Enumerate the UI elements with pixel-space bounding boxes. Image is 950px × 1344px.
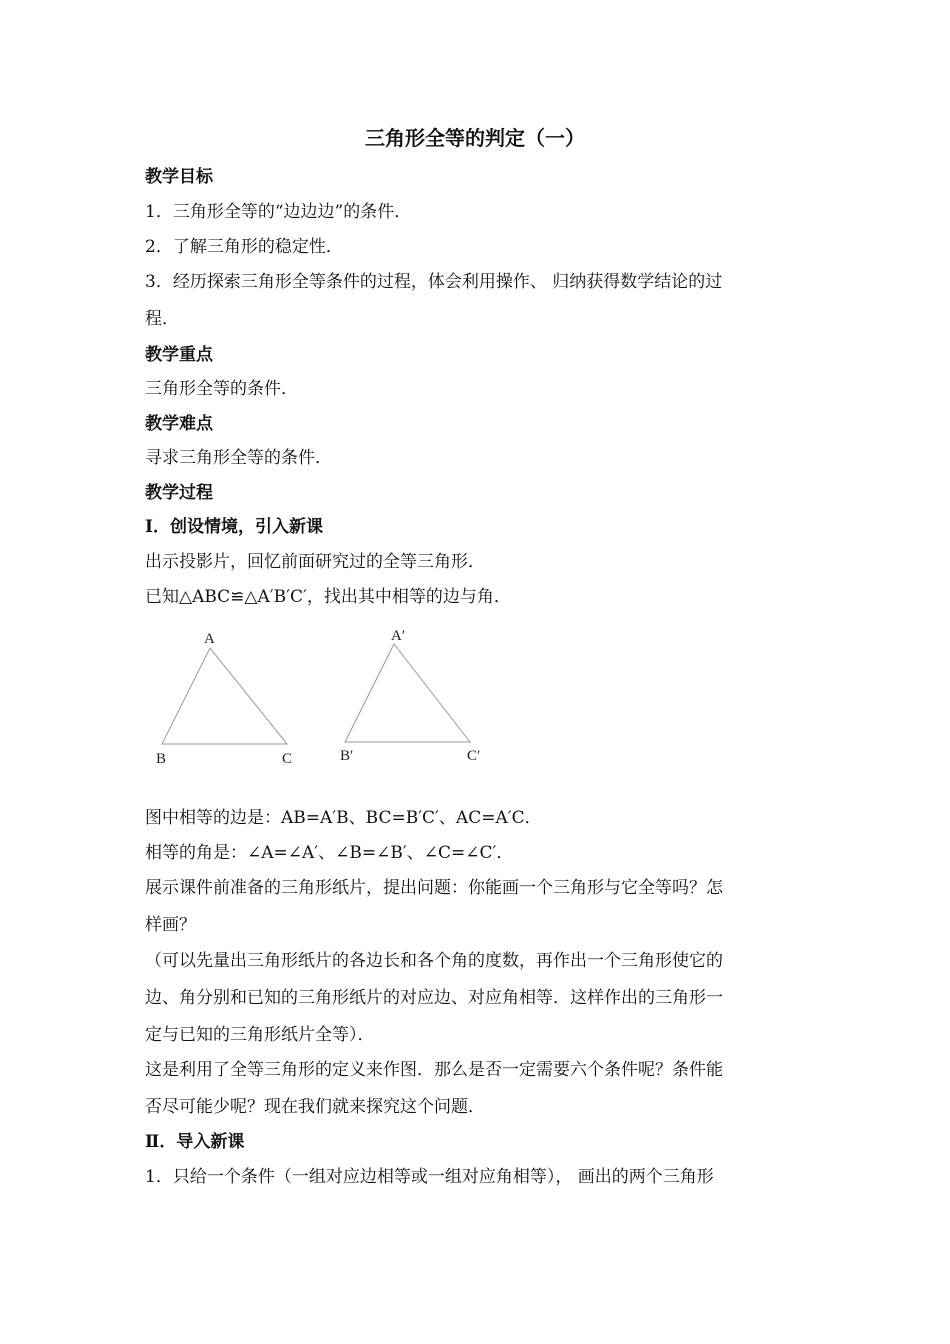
paragraph-line: 出示投影片，回忆前面研究过的全等三角形．	[145, 552, 485, 572]
triangle-abc	[156, 631, 292, 767]
difficulty-text: 寻求三角形全等的条件．	[145, 448, 332, 468]
paragraph-line: （可以先量出三角形纸片的各边长和各个角的度数，再作出一个三角形使它的	[145, 951, 723, 971]
paragraph-line: 相等的角是：∠A=∠A′、∠B=∠B′、∠C=∠C′．	[145, 843, 514, 863]
vertex-label-c-prime: C′	[467, 748, 481, 764]
paragraph-line: 边、角分别和已知的三角形纸片的对应边、对应角相等．这样作出的三角形一	[145, 988, 723, 1008]
page-title: 三角形全等的判定（一）	[365, 126, 585, 150]
paragraph-line: 定与已知的三角形纸片全等）．	[145, 1025, 375, 1045]
section-2-heading: Ⅱ．导入新课	[145, 1132, 245, 1152]
vertex-label-b: B	[156, 751, 167, 767]
paragraph-line: 样画？	[145, 915, 196, 935]
heading-process: 教学过程	[145, 483, 213, 503]
heading-key-points: 教学重点	[145, 345, 213, 365]
vertex-label-a: A	[204, 631, 215, 647]
vertex-label-b-prime: B′	[340, 748, 354, 764]
vertex-label-a-prime: A′	[391, 628, 406, 644]
congruent-triangles-figure	[140, 620, 500, 770]
goal-item-2: 2．了解三角形的稳定性．	[145, 237, 343, 257]
paragraph-line: 图中相等的边是：AB=A′B、BC=B′C′、AC=A′C．	[145, 808, 542, 828]
heading-difficulties: 教学难点	[145, 414, 213, 434]
paragraph-line: 这是利用了全等三角形的定义来作图．那么是否一定需要六个条件呢？条件能	[145, 1060, 723, 1080]
section-1-heading: Ⅰ．创设情境，引入新课	[145, 517, 323, 537]
triangle-abc-prime	[340, 628, 480, 764]
key-point-text: 三角形全等的条件．	[145, 379, 298, 399]
vertex-label-c: C	[282, 751, 293, 767]
goal-item-3-cont: 程．	[145, 309, 179, 329]
goal-item-1: 1．三角形全等的“边边边”的条件．	[145, 202, 412, 222]
paragraph-line: 否尽可能少呢？现在我们就来探究这个问题．	[145, 1097, 485, 1117]
goal-item-3: 3．经历探索三角形全等条件的过程，体会利用操作、 归纳获得数学结论的过	[145, 272, 723, 292]
paragraph-line: 已知△ABC≌△A′B′C′，找出其中相等的边与角．	[145, 587, 511, 607]
paragraph-line: 1．只给一个条件（一组对应边相等或一组对应角相等）， 画出的两个三角形	[145, 1167, 714, 1187]
paragraph-line: 展示课件前准备的三角形纸片，提出问题：你能画一个三角形与它全等吗？怎	[145, 878, 723, 898]
heading-teaching-goals: 教学目标	[145, 167, 213, 187]
